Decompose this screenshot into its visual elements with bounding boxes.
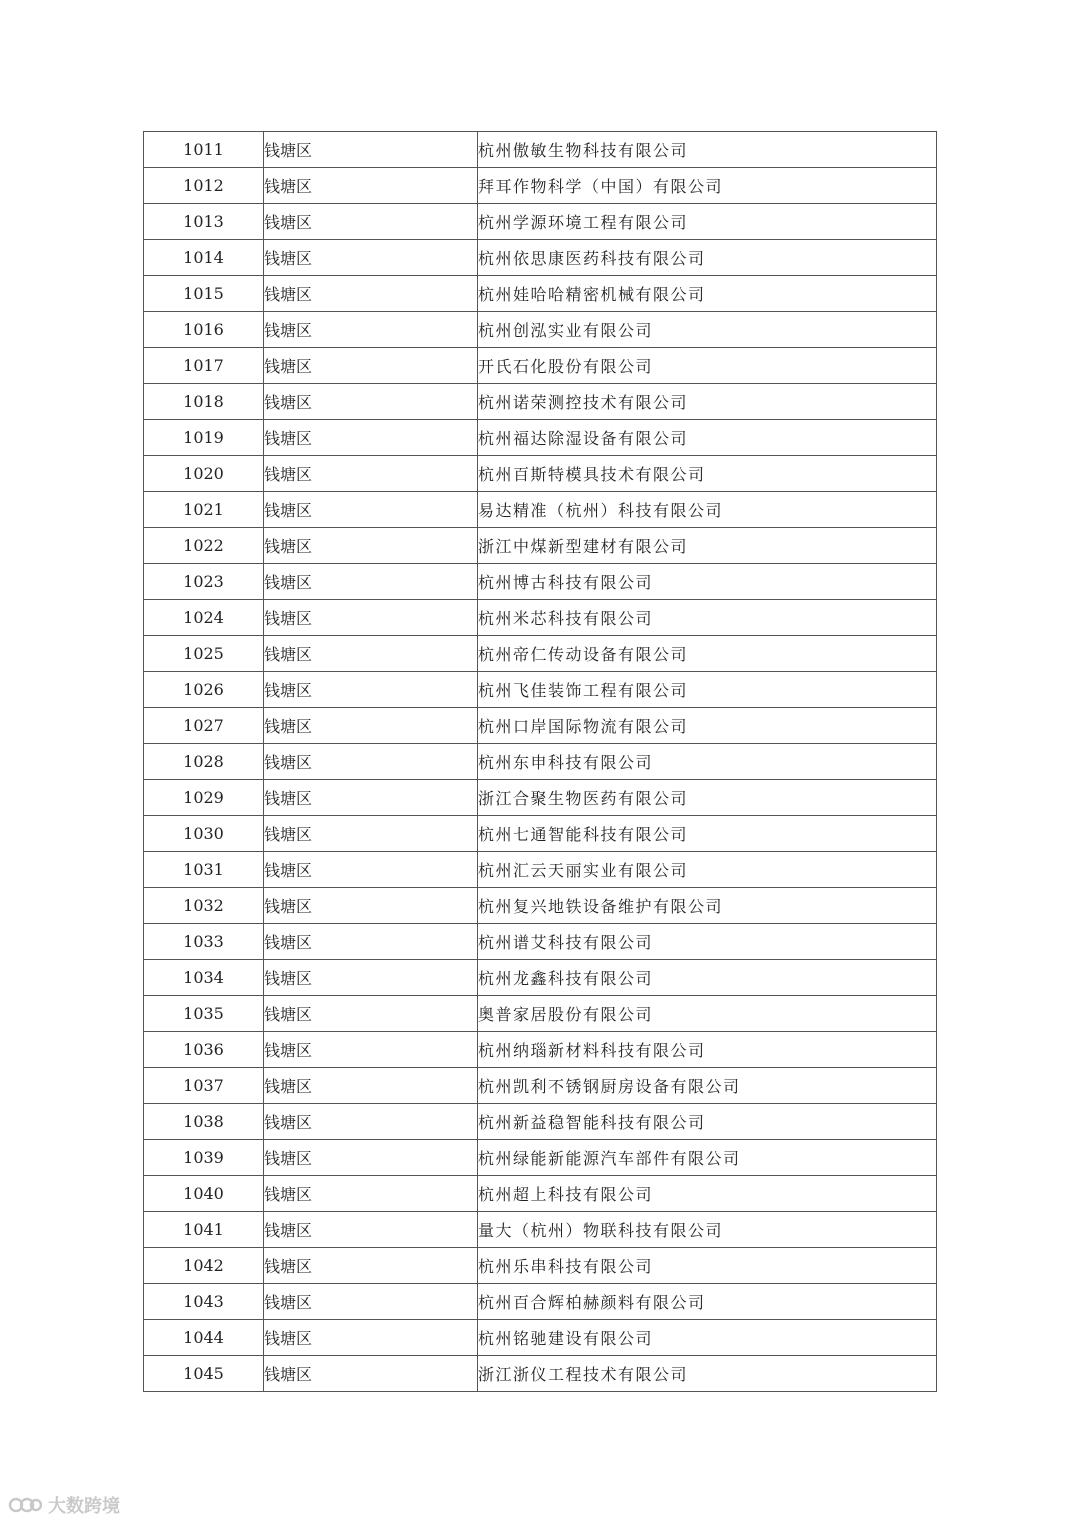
company-name-cell: 杭州口岸国际物流有限公司	[478, 708, 937, 744]
district-cell: 钱塘区	[264, 384, 478, 420]
table-row	[144, 888, 937, 924]
district-cell: 钱塘区	[264, 636, 478, 672]
table-row	[144, 1068, 937, 1104]
district-cell: 钱塘区	[264, 708, 478, 744]
company-name-cell: 杭州傲敏生物科技有限公司	[478, 132, 937, 168]
company-name-cell: 浙江浙仪工程技术有限公司	[478, 1356, 937, 1392]
district-cell: 钱塘区	[264, 852, 478, 888]
company-name-cell: 杭州博古科技有限公司	[478, 564, 937, 600]
row-number: 1016	[144, 312, 264, 348]
row-number: 1035	[144, 996, 264, 1032]
district-cell: 钱塘区	[264, 1320, 478, 1356]
table-row	[144, 456, 937, 492]
company-name-cell: 杭州创泓实业有限公司	[478, 312, 937, 348]
row-number: 1044	[144, 1320, 264, 1356]
row-number: 1039	[144, 1140, 264, 1176]
company-name-cell: 奥普家居股份有限公司	[478, 996, 937, 1032]
company-name-cell: 杭州娃哈哈精密机械有限公司	[478, 276, 937, 312]
company-name-cell: 杭州纳瑙新材料科技有限公司	[478, 1032, 937, 1068]
district-cell: 钱塘区	[264, 924, 478, 960]
company-name-cell: 浙江合聚生物医药有限公司	[478, 780, 937, 816]
company-name-cell: 拜耳作物科学（中国）有限公司	[478, 168, 937, 204]
table-row	[144, 1176, 937, 1212]
table-row	[144, 1284, 937, 1320]
company-list-body	[144, 132, 937, 1392]
company-name-cell: 杭州百合辉柏赫颜料有限公司	[478, 1284, 937, 1320]
table-row	[144, 276, 937, 312]
row-number: 1021	[144, 492, 264, 528]
district-cell: 钱塘区	[264, 1284, 478, 1320]
company-name-cell: 杭州飞佳装饰工程有限公司	[478, 672, 937, 708]
district-cell: 钱塘区	[264, 528, 478, 564]
table-row	[144, 600, 937, 636]
district-cell: 钱塘区	[264, 1356, 478, 1392]
row-number: 1029	[144, 780, 264, 816]
company-name-cell: 杭州依思康医药科技有限公司	[478, 240, 937, 276]
table-row	[144, 744, 937, 780]
company-name-cell: 杭州乐串科技有限公司	[478, 1248, 937, 1284]
row-number: 1019	[144, 420, 264, 456]
district-cell: 钱塘区	[264, 348, 478, 384]
table-row	[144, 384, 937, 420]
district-cell: 钱塘区	[264, 312, 478, 348]
district-cell: 钱塘区	[264, 672, 478, 708]
company-list-table	[143, 131, 937, 1392]
company-name-cell: 杭州龙鑫科技有限公司	[478, 960, 937, 996]
district-cell: 钱塘区	[264, 492, 478, 528]
table-row	[144, 816, 937, 852]
row-number: 1015	[144, 276, 264, 312]
row-number: 1040	[144, 1176, 264, 1212]
company-name-cell: 浙江中煤新型建材有限公司	[478, 528, 937, 564]
table-row	[144, 960, 937, 996]
table-row	[144, 636, 937, 672]
row-number: 1020	[144, 456, 264, 492]
table-row	[144, 132, 937, 168]
row-number: 1017	[144, 348, 264, 384]
district-cell: 钱塘区	[264, 996, 478, 1032]
district-cell: 钱塘区	[264, 1104, 478, 1140]
company-name-cell: 杭州东申科技有限公司	[478, 744, 937, 780]
row-number: 1030	[144, 816, 264, 852]
table-row	[144, 240, 937, 276]
district-cell: 钱塘区	[264, 816, 478, 852]
table-row	[144, 708, 937, 744]
company-name-cell: 杭州汇云天丽实业有限公司	[478, 852, 937, 888]
row-number: 1036	[144, 1032, 264, 1068]
brand-logo-icon	[8, 1493, 42, 1517]
row-number: 1045	[144, 1356, 264, 1392]
row-number: 1012	[144, 168, 264, 204]
district-cell: 钱塘区	[264, 1140, 478, 1176]
row-number: 1042	[144, 1248, 264, 1284]
table-row	[144, 1032, 937, 1068]
company-name-cell: 杭州绿能新能源汽车部件有限公司	[478, 1140, 937, 1176]
row-number: 1028	[144, 744, 264, 780]
row-number: 1033	[144, 924, 264, 960]
row-number: 1023	[144, 564, 264, 600]
row-number: 1031	[144, 852, 264, 888]
row-number: 1027	[144, 708, 264, 744]
district-cell: 钱塘区	[264, 600, 478, 636]
table-row	[144, 348, 937, 384]
company-name-cell: 杭州凯利不锈钢厨房设备有限公司	[478, 1068, 937, 1104]
table-row	[144, 528, 937, 564]
district-cell: 钱塘区	[264, 420, 478, 456]
table-row	[144, 1212, 937, 1248]
district-cell: 钱塘区	[264, 564, 478, 600]
table-row	[144, 996, 937, 1032]
row-number: 1025	[144, 636, 264, 672]
table-row	[144, 1320, 937, 1356]
company-name-cell: 杭州米芯科技有限公司	[478, 600, 937, 636]
district-cell: 钱塘区	[264, 1248, 478, 1284]
district-cell: 钱塘区	[264, 204, 478, 240]
district-cell: 钱塘区	[264, 1176, 478, 1212]
district-cell: 钱塘区	[264, 1212, 478, 1248]
table-row	[144, 672, 937, 708]
table-row	[144, 168, 937, 204]
row-number: 1037	[144, 1068, 264, 1104]
watermark-text: 大数跨境	[48, 1496, 120, 1517]
table-row	[144, 204, 937, 240]
district-cell: 钱塘区	[264, 1068, 478, 1104]
table-row	[144, 1248, 937, 1284]
table-row	[144, 564, 937, 600]
row-number: 1034	[144, 960, 264, 996]
company-name-cell: 开氏石化股份有限公司	[478, 348, 937, 384]
table-row	[144, 780, 937, 816]
table-row	[144, 924, 937, 960]
district-cell: 钱塘区	[264, 888, 478, 924]
table-row	[144, 312, 937, 348]
district-cell: 钱塘区	[264, 132, 478, 168]
company-name-cell: 杭州铭驰建设有限公司	[478, 1320, 937, 1356]
company-name-cell: 杭州学源环境工程有限公司	[478, 204, 937, 240]
company-name-cell: 杭州福达除湿设备有限公司	[478, 420, 937, 456]
district-cell: 钱塘区	[264, 960, 478, 996]
company-name-cell: 杭州帝仁传动设备有限公司	[478, 636, 937, 672]
district-cell: 钱塘区	[264, 168, 478, 204]
table-row	[144, 492, 937, 528]
company-name-cell: 易达精准（杭州）科技有限公司	[478, 492, 937, 528]
company-name-cell: 杭州复兴地铁设备维护有限公司	[478, 888, 937, 924]
row-number: 1013	[144, 204, 264, 240]
row-number: 1018	[144, 384, 264, 420]
row-number: 1041	[144, 1212, 264, 1248]
row-number: 1038	[144, 1104, 264, 1140]
row-number: 1032	[144, 888, 264, 924]
district-cell: 钱塘区	[264, 1032, 478, 1068]
district-cell: 钱塘区	[264, 456, 478, 492]
table-row	[144, 1140, 937, 1176]
table-row	[144, 1356, 937, 1392]
table-row	[144, 1104, 937, 1140]
company-name-cell: 量大（杭州）物联科技有限公司	[478, 1212, 937, 1248]
company-name-cell: 杭州百斯特模具技术有限公司	[478, 456, 937, 492]
row-number: 1026	[144, 672, 264, 708]
row-number: 1024	[144, 600, 264, 636]
district-cell: 钱塘区	[264, 276, 478, 312]
table-row	[144, 420, 937, 456]
company-name-cell: 杭州谱艾科技有限公司	[478, 924, 937, 960]
row-number: 1014	[144, 240, 264, 276]
row-number: 1043	[144, 1284, 264, 1320]
district-cell: 钱塘区	[264, 780, 478, 816]
row-number: 1022	[144, 528, 264, 564]
district-cell: 钱塘区	[264, 240, 478, 276]
district-cell: 钱塘区	[264, 744, 478, 780]
row-number: 1011	[144, 132, 264, 168]
company-name-cell: 杭州新益稳智能科技有限公司	[478, 1104, 937, 1140]
table-row	[144, 852, 937, 888]
company-name-cell: 杭州七通智能科技有限公司	[478, 816, 937, 852]
watermark	[8, 1492, 120, 1518]
company-name-cell: 杭州超上科技有限公司	[478, 1176, 937, 1212]
company-name-cell: 杭州诺荣测控技术有限公司	[478, 384, 937, 420]
